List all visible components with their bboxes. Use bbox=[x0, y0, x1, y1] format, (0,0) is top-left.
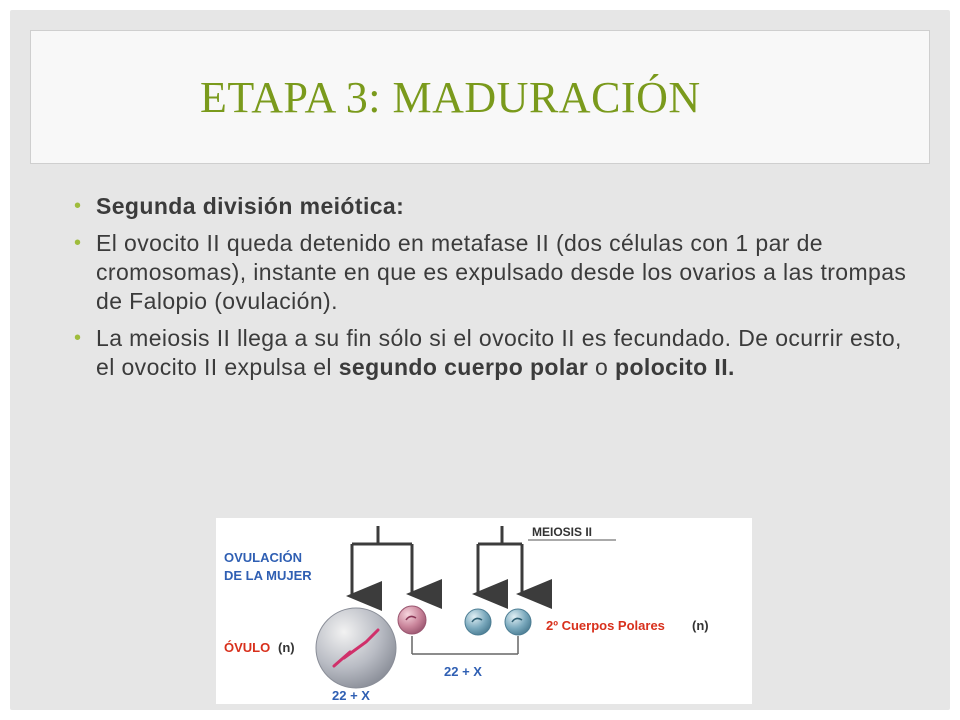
bullet-3-text-b: o bbox=[588, 354, 615, 380]
ovulo-label: ÓVULO bbox=[224, 640, 271, 655]
ovulo-cell bbox=[316, 608, 396, 688]
ovulacion-label-1: OVULACIÓN bbox=[224, 550, 302, 565]
first-polar-body bbox=[398, 606, 426, 634]
bullet-3-text-a: La meiosis II llega a su fin sólo si el ovocito II es fecundado. De ocurrir esto, el ovocito II expulsa el bbox=[96, 325, 902, 380]
right-bracket bbox=[478, 526, 522, 594]
bullet-2 bbox=[74, 229, 914, 316]
chrom-label-ovulo: 22 + X bbox=[332, 688, 370, 703]
left-bracket bbox=[352, 526, 412, 596]
meiosis-diagram bbox=[216, 518, 752, 704]
bullet-3-bold-a: segundo cuerpo polar bbox=[338, 354, 589, 380]
second-polar-body-right bbox=[505, 609, 531, 635]
bullet-2-text: El ovocito II queda detenido en metafase II (dos células con 1 par de cromosomas), instante en que es expulsado desde los ovarios a las trompas de Falopio (ovulación). bbox=[96, 230, 907, 314]
bullet-3-bold-b: polocito II. bbox=[615, 354, 735, 380]
meiosis-label: MEIOSIS II bbox=[532, 525, 593, 539]
second-polar-body-left bbox=[465, 609, 491, 635]
meiosis-diagram-svg bbox=[216, 518, 752, 704]
polares-label: 2º Cuerpos Polares bbox=[546, 618, 665, 633]
bullet-1-text: Segunda división meiótica: bbox=[96, 193, 405, 219]
bullet-1 bbox=[74, 192, 914, 221]
bullet-3 bbox=[74, 324, 914, 382]
polares-n: (n) bbox=[692, 618, 709, 633]
slide-body bbox=[74, 192, 914, 390]
ovulacion-label-2: DE LA MUJER bbox=[224, 568, 312, 583]
bottom-bracket bbox=[412, 636, 518, 654]
ovulo-n: (n) bbox=[278, 640, 295, 655]
slide-title: ETAPA 3: MADURACIÓN bbox=[200, 73, 701, 122]
chrom-label-polar: 22 + X bbox=[444, 664, 482, 679]
